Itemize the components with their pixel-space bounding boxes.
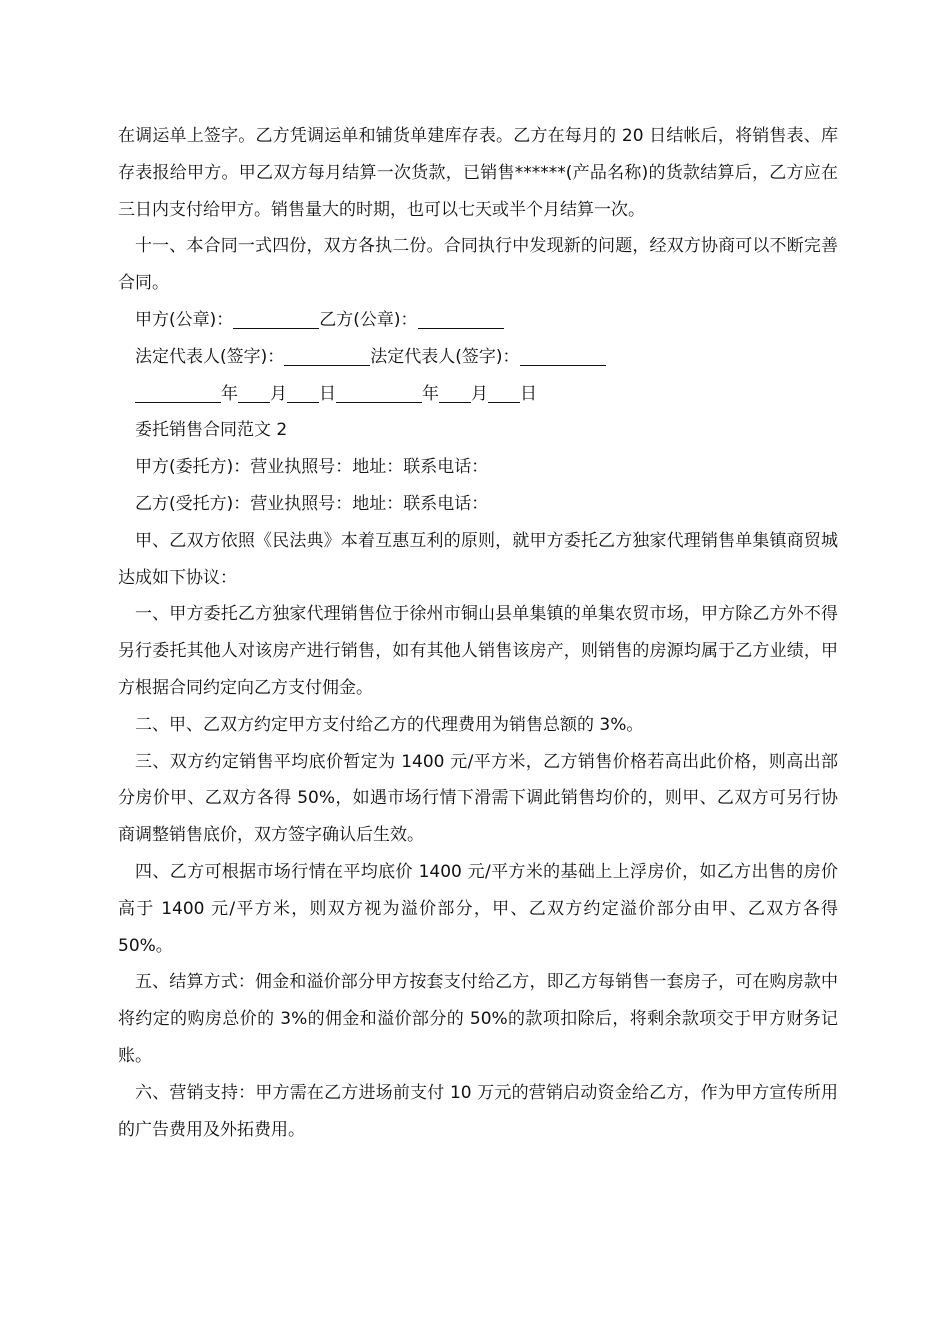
paragraph-clause-3: 三、双方约定销售平均底价暂定为 1400 元/平方米，乙方销售价格若高出此价格，则高出部分房价甲、乙双方各得 50%，如遇市场行情下滑需下调此销售均价的，则甲、乙双方可另行协商调整销售底价，双方签字确认后生效。 [118,751,838,846]
paragraph-settlement-continued: 在调运单上签字。乙方凭调运单和铺货单建库存表。乙方在每月的 20 日结帐后，将销售表、库存表报给甲方。甲乙双方每月结算一次货款，已销售******(产品名称)的货款结算后，乙方应在三日内支付给甲方。销售量大的时期，也可以七天或半个月结算一次。 [118,126,838,220]
paragraph-clause-6: 六、营销支持：甲方需在乙方进场前支付 10 万元的营销启动资金给乙方，作为甲方宣传所用的广告费用及外拓费用。 [118,1082,838,1140]
paragraph-clause-2: 二、甲、乙双方约定甲方支付给乙方的代理费用为销售总额的 3%。 [135,714,644,735]
year-a-label: 年 [221,383,238,404]
year-a-blank [135,382,221,403]
month-b-blank [439,382,471,403]
signature-line-date [118,376,838,413]
day-a-blank [287,382,319,403]
party-a-info: 甲方(委托方)：营业执照号：地址：联系电话： [135,457,489,478]
section-title-2: 委托销售合同范文 2 [135,420,288,441]
party-b-seal-label: 乙方(公章)： [319,309,418,330]
party-a-seal-label: 甲方(公章)： [135,309,234,330]
day-b-label: 日 [520,383,537,404]
document-body [118,118,838,1148]
party-b-info: 乙方(受托方)：营业执照号：地址：联系电话： [135,493,489,514]
month-a-blank [238,382,270,403]
year-b-label: 年 [422,383,439,404]
paragraph-preamble: 甲、乙双方依照《民法典》本着互惠互利的原则，就甲方委托乙方独家代理销售单集镇商贸城达成如下协议： [118,530,838,588]
day-b-blank [488,382,520,403]
signature-line-representative [118,339,838,376]
rep-b-blank [520,345,606,366]
party-a-seal-blank [233,308,319,329]
rep-a-label: 法定代表人(签字)： [135,346,285,367]
month-a-label: 月 [270,383,287,404]
signature-line-seal [118,302,838,339]
paragraph-clause-11: 十一、本合同一式四份，双方各执二份。合同执行中发现新的问题，经双方协商可以不断完善合同。 [118,236,838,294]
paragraph-clause-1: 一、甲方委托乙方独家代理销售位于徐州市铜山县单集镇的单集农贸市场，甲方除乙方外不得另行委托其他人对该房产进行销售，如有其他人销售该房产，则销售的房源均属于乙方业绩，甲方根据合同约定向乙方支付佣金。 [118,604,838,698]
rep-b-label: 法定代表人(签字)： [370,346,520,367]
party-b-seal-blank [418,308,504,329]
paragraph-clause-5: 五、结算方式：佣金和溢价部分甲方按套支付给乙方，即乙方每销售一套房子，可在购房款中将约定的购房总价的 3%的佣金和溢价部分的 50%的款项扣除后，将剩余款项交于甲方财务记账。 [118,972,838,1066]
rep-a-blank [284,345,370,366]
year-b-blank [336,382,422,403]
day-a-label: 日 [319,383,336,404]
paragraph-clause-4: 四、乙方可根据市场行情在平均底价 1400 元/平方米的基础上上浮房价，如乙方出售的房价高于 1400 元/平方米，则双方视为溢价部分，甲、乙双方约定溢价部分由甲、乙双方各得 50%。 [118,861,838,956]
month-b-label: 月 [471,383,488,404]
